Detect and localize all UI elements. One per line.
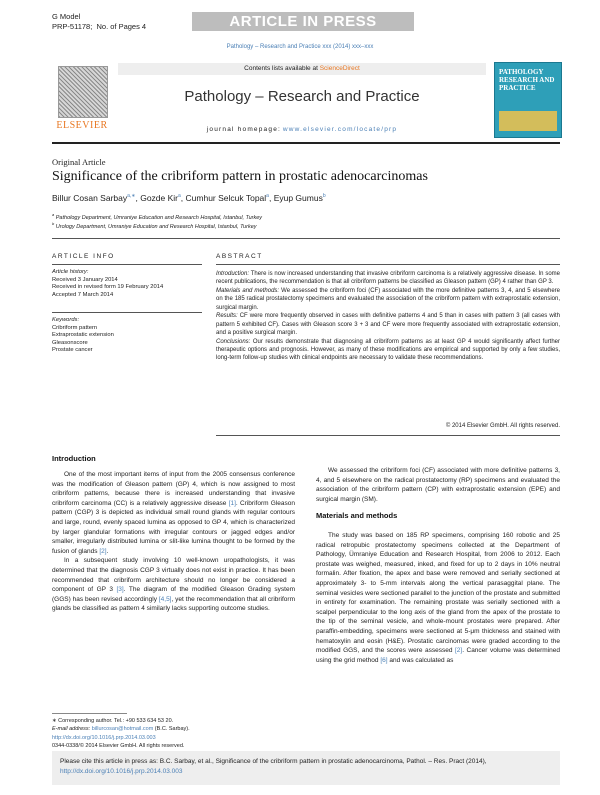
header-meta (52, 12, 146, 32)
reference-link[interactable]: [2] (99, 547, 107, 555)
introduction-text: One of the most important items of input from the 2005 consensus conference was the modification of Gleason pattern (GP) 4, which is now assigned to most cribriform patterns, because there is increased understanding that invasive cribriform carcinoma (CC) is a relatively aggressive disease [1]. Cribriform Gleason pattern (CGP) 3 is depicted as individual small round glands with regular contours and large, round, evenly spaced lumina as opposed to GP 4, which is characterized by larger glandular formations with irregular contours or jagged edges and/or smaller, irregularly distributed lumina or slit-like lumina thought to be formed by the fusion of glands [2]. In a subsequent study involving 10 well-known uropathologists, it was determined that the diagnosis CGP 3 virtually does not exist in practice. It has been recommended that cribriform architecture should no longer be considered a component of GP 3 [3]. The diagram of the modified Gleason Grading system (GGS) has been revised accordingly [4,5], yet the recommendation that all cribriform glands be classified as pattern 4 similarly lacks supporting outcome studies. (52, 471, 295, 613)
footnotes: ∗ Corresponding author. Tel.: +90 533 634 53 20. E-mail address: billurcosan@hotmail.com (B.C. Sarbay). (52, 718, 190, 732)
reference-link[interactable]: [6] (380, 656, 388, 664)
section-heading: Introduction (52, 454, 96, 463)
affiliation: $^b$ Urology Department, Umraniye Education and Research Hospital, Istanbul, Turkey (52, 221, 257, 230)
keyword: Cribriform pattern (52, 324, 98, 331)
journal-homepage: journal homepage: www.elsevier.com/locate/prp (206, 126, 398, 133)
keyword: Gleasonscore (52, 339, 88, 346)
journal-homepage-link[interactable]: www.elsevier.com/locate/prp (282, 126, 398, 133)
contents-list-bar: Contents lists available at ScienceDirect (118, 63, 486, 75)
reference-link[interactable]: [2] (454, 647, 463, 655)
keyword: Prostate cancer (52, 347, 93, 354)
footnote-divider (52, 713, 127, 714)
journal-title: Pathology – Research and Practice (184, 88, 420, 105)
author-name[interactable]: Billur Cosan Sarbay (52, 193, 128, 203)
citation-box: Please cite this article in press as: B.C. Sarbay, et al., Significance of the cribriform pattern in prostatic adenocarcinoma, Pathol. – Res. Pract (2014), http://dx.doi.org/10.1016/j.prp.2014.03.003 (52, 751, 560, 785)
divider (216, 435, 560, 436)
author-name[interactable]: Gozde Kir (140, 193, 179, 203)
author-list: Billur Cosan Sarbay$^{a,∗}$, Gozde Kir$^a$, Cumhur Selcuk Topal$^a$, Eyup Gumus$^b$ (52, 193, 326, 203)
reference-link[interactable]: [1] (228, 499, 236, 507)
divider (52, 264, 202, 265)
affiliation: $^a$ Pathology Department, Umraniye Education and Research Hospital, Istanbul, Turkey (52, 212, 263, 221)
section-heading: Materials and methods (316, 511, 398, 520)
keywords: Keywords: Cribriform pattern Extraprostatic extension Gleasonscore Prostate cancer (52, 317, 202, 355)
divider (52, 312, 202, 313)
elsevier-logo (52, 62, 112, 136)
elsevier-tree-icon (58, 66, 108, 118)
copyright: © 2014 Elsevier GmbH. All rights reserved. (445, 423, 560, 429)
publisher-logo-text: ELSEVIER (56, 120, 108, 131)
journal-cover-thumbnail[interactable] (494, 62, 562, 138)
article-info-heading: ARTICLE INFO (52, 253, 115, 260)
article-type: Original Article (52, 157, 106, 167)
model-code: G Model (52, 12, 81, 21)
reference-link[interactable]: [4,5] (158, 595, 172, 603)
intro-continued-text: We assessed the cribriform foci (CF) associated with more definitive patterns 3, 4, and 5 elsewhere on the radical prostatectomy (RP) specimens and evaluated the association of the cribriform pattern (CP) with extraprostatic extension (EPE) and surgical margin (SM). (316, 467, 560, 503)
article-title: Significance of the cribriform pattern in prostatic adenocarcinomas (52, 169, 428, 184)
divider (216, 264, 560, 265)
author-name[interactable]: Cumhur Selcuk Topal (185, 193, 267, 203)
article-history: Article history: Received 3 January 2014 Received in revised form 19 February 2014 Accepted 7 March 2014 (52, 269, 164, 298)
header-divider (52, 142, 560, 144)
abstract-heading: ABSTRACT (216, 253, 263, 260)
journal-citation-line[interactable]: Pathology – Research and Practice xxx (2014) xxx–xxx (226, 44, 374, 50)
doi-and-issn: http://dx.doi.org/10.1016/j.prp.2014.03.003 0344-0338/© 2014 Elsevier GmbH. All rights reserved. (52, 734, 295, 750)
article-in-press-banner: ARTICLE IN PRESS (192, 12, 414, 31)
abstract-text: Introduction: There is now increased understanding that invasive cribriform carcinoma is a relatively aggressive disease. In some recent publications, the recommendation is that all cribriform patterns be classified as Gleason pattern (GP) 4 rather than GP 3. Materials and methods: We assessed the cribriform foci (CF) associated with the more definitive patterns 3, 4, and 5 elsewhere on the 185 radical prostatectomy specimens and evaluated the association of the cribriform pattern with extraprostatic extension, surgical margin. Results: CF were more frequently observed in cases with definitive patterns 4 and 5 than in cases with pattern 3 (all cases with pattern 5 exhibited CF). Cases with Gleason score 3 + 3 and CF were more frequently associated with extraprostatic extension, and a positive surgical margin. Conclusions: Our results demonstrate that diagnosing all cribriform patterns as at least GP 4 would significantly affect further therapeutic options and prognosis. However, as many of these modifications are empirical and supported by only a few studies, long-term follow-up studies with clinical endpoints are necessary to validate these recommendations. (216, 271, 560, 362)
author-name[interactable]: Eyup Gumus (273, 193, 323, 203)
article-id: PRP-51178; (52, 22, 93, 31)
keyword: Extraprostatic extension (52, 332, 114, 339)
cover-title: PATHOLOGY RESEARCH AND PRACTICE (499, 68, 555, 92)
divider (52, 238, 560, 239)
doi-link[interactable]: http://dx.doi.org/10.1016/j.prp.2014.03.003 (52, 735, 156, 741)
doi-link[interactable]: http://dx.doi.org/10.1016/j.prp.2014.03.003 (60, 767, 183, 775)
cover-image (499, 111, 557, 131)
email-link[interactable]: billurcosan@hotmail.com (91, 726, 154, 732)
reference-link[interactable]: [3] (116, 586, 124, 594)
methods-text: The study was based on 185 RP specimens, comprising 160 robotic and 25 radical retropubic prostatectomy specimens collected at the Department of Pathology, Ümraniye Education and Research Hospital, from 2006 to 2012. Each prostate was weighed, measured, inked, and fixed for up to 2 days in 10% neutral formalin. After fixation, the apex and base were removed and serially sectioned at approximately 3- to 5-mm intervals along the vertical parasaggital plane. The seminal vesicles were sectioned parallel to the junction of the prostate and submitted in entirety for examination. The remaining prostate was serially sectioned with a scalpel perpendicular to the long axis of the gland from the apex of the prostate to the tip of the seminal vesicle, and whole-mount prostates were prepared. After paraffin-embedding, specimens were sectioned at 5-μm thickness and stained with hematoxylin and eosin (H&E). Prostatic carcinomas were graded according to the modified GGS, and the scores were assessed [2]. Cancer volume was determined using the grid method [6] and was calculated as (316, 532, 561, 664)
page-count: No. of Pages 4 (96, 22, 147, 31)
sciencedirect-link[interactable]: ScienceDirect (319, 65, 360, 72)
